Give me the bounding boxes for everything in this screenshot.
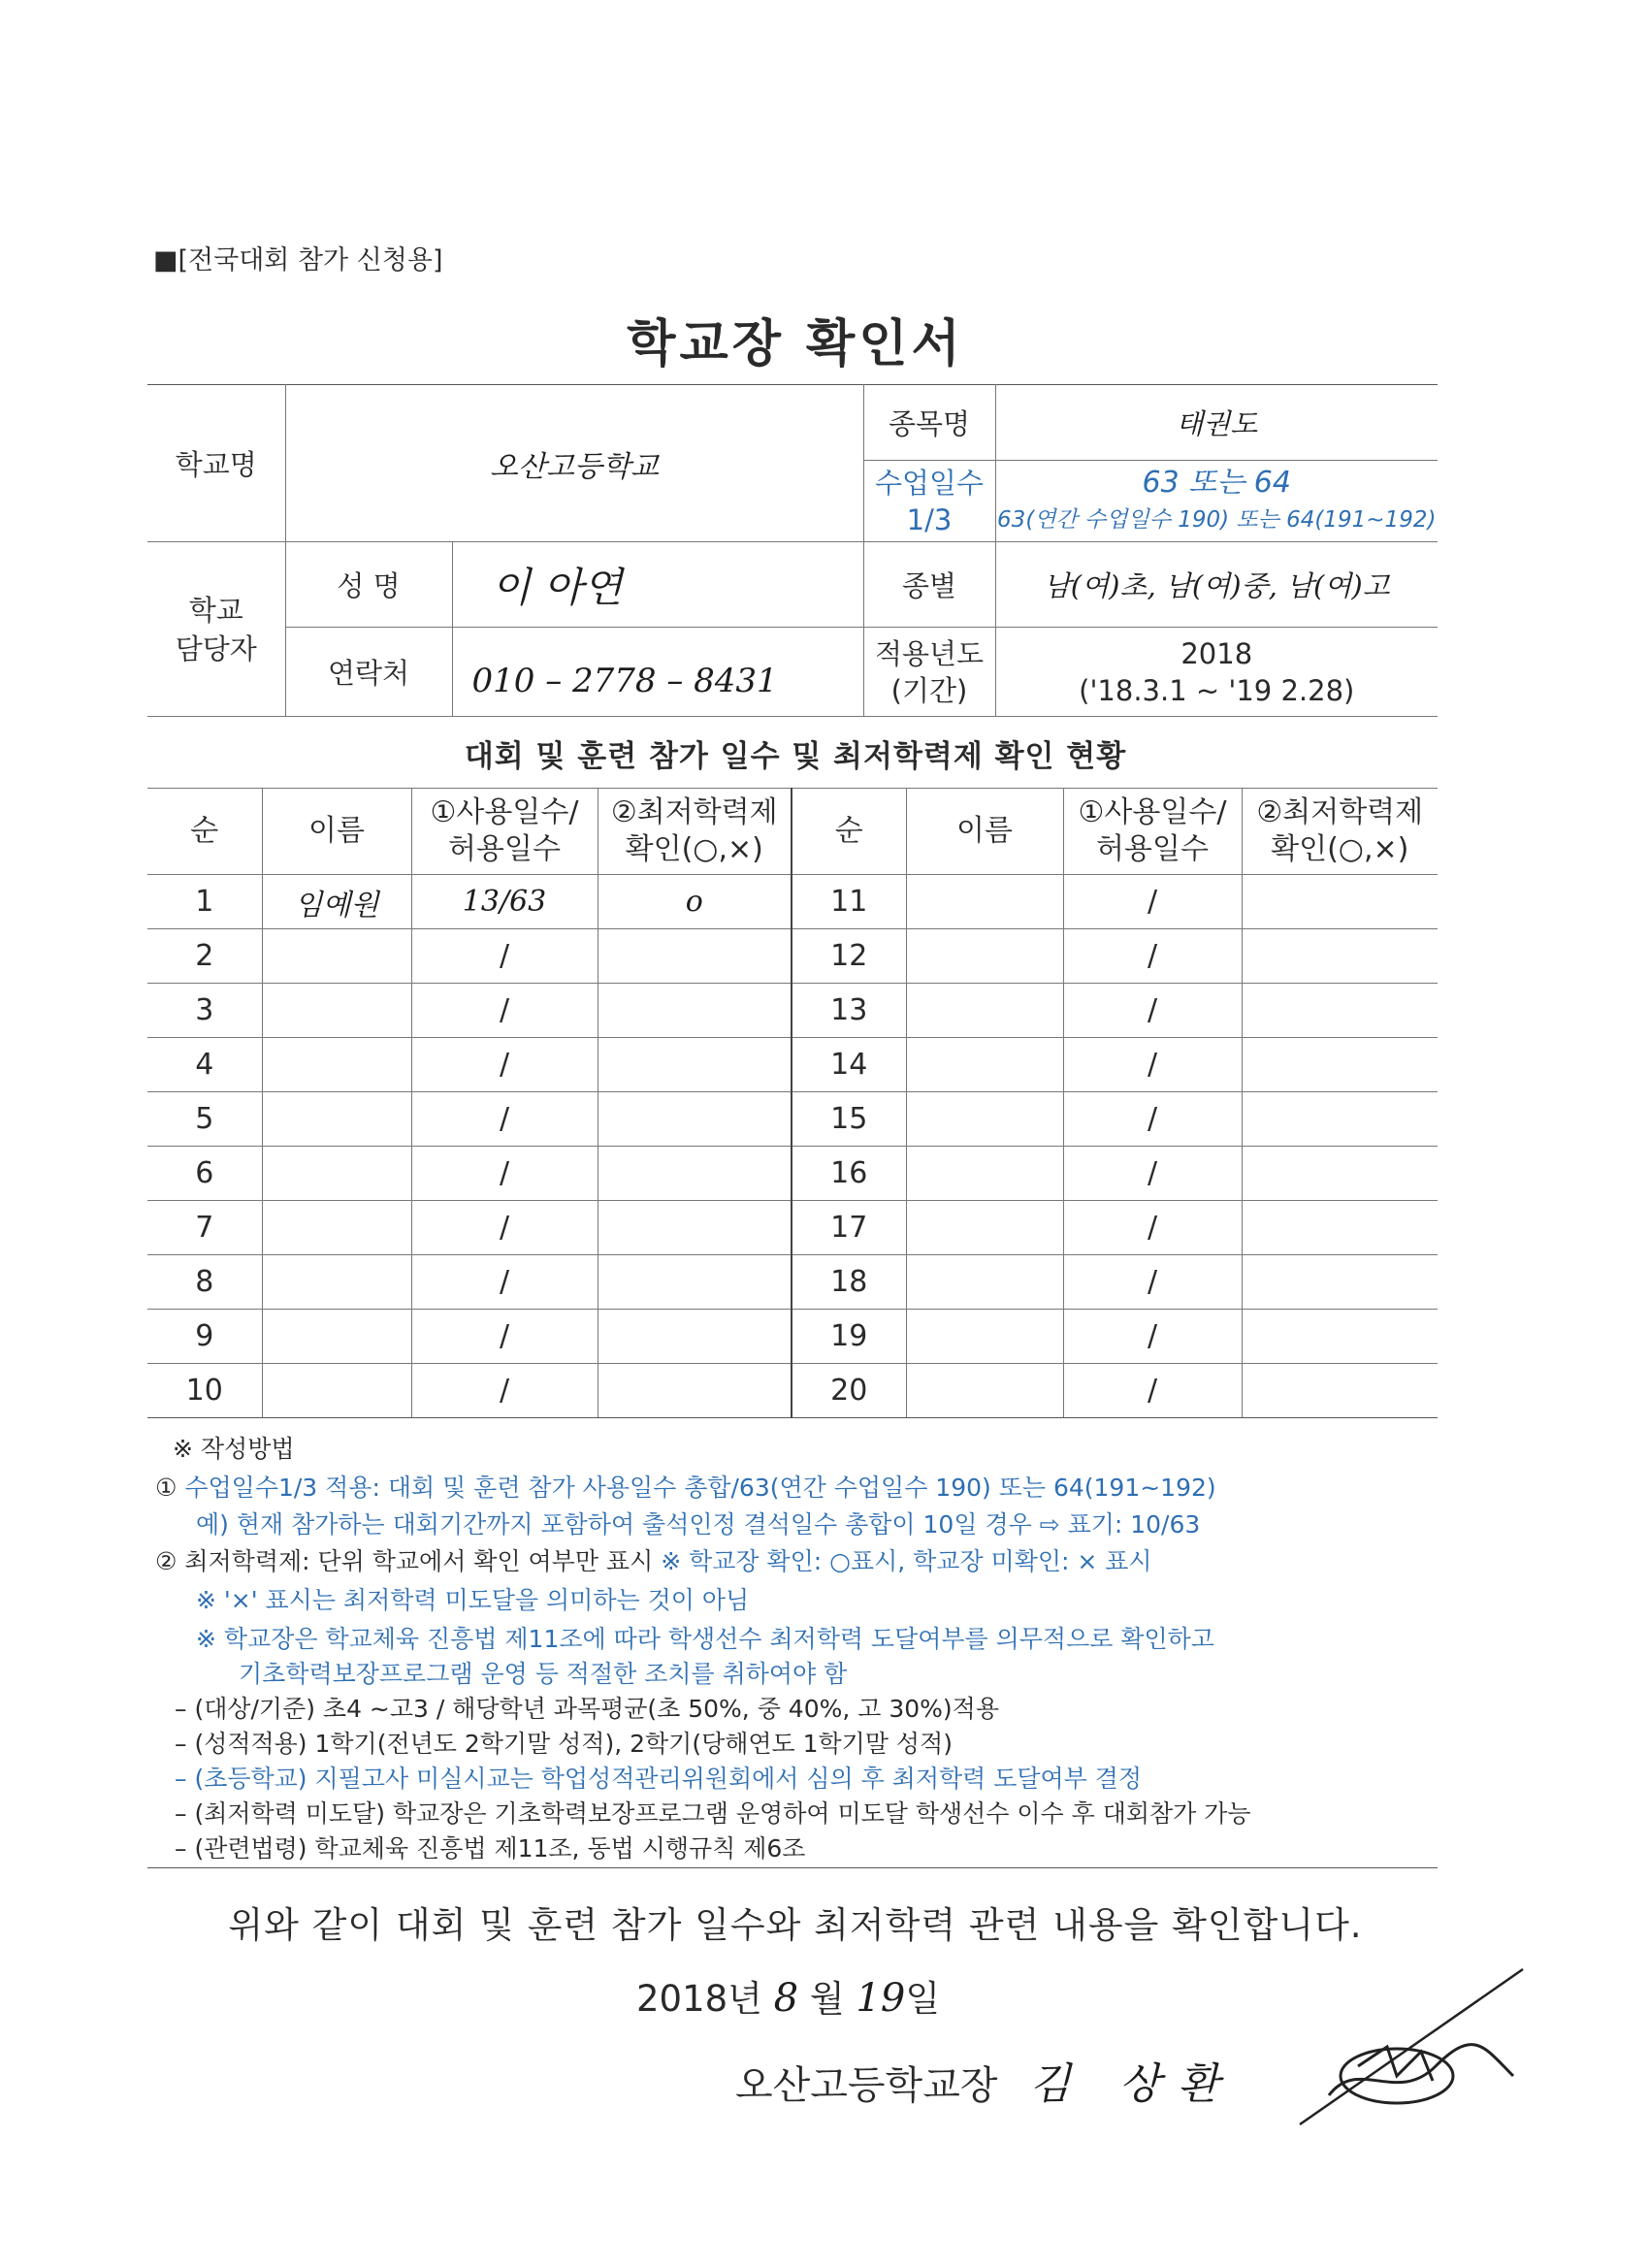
note-1: [155, 1471, 1216, 1506]
row-order-right: 12: [792, 929, 906, 984]
row-check-left: [598, 1310, 792, 1364]
row-check-left: [598, 1147, 792, 1201]
note-4-line2: 기초학력보장프로그램 운영 등 적절한 조치를 취하여야 함: [239, 1660, 848, 1688]
date-month-unit: 월: [809, 1978, 845, 2020]
row-days-right: /: [1063, 1092, 1242, 1147]
row-days-right: /: [1063, 1147, 1242, 1201]
row-order-left: 8: [147, 1255, 262, 1310]
row-order-right: 17: [792, 1201, 906, 1255]
class-days-label: [863, 461, 995, 542]
name-label: 성 명: [285, 542, 452, 628]
row-order-left: 7: [147, 1201, 262, 1255]
school-name-label: 학교명: [147, 385, 285, 542]
row-order-right: 15: [792, 1092, 906, 1147]
table-row: [147, 984, 1438, 1038]
col-check-right: [1242, 789, 1438, 875]
row-name-left: [262, 1201, 411, 1255]
section-title: 대회 및 훈련 참가 일수 및 최저학력제 확인 현황: [464, 739, 1127, 774]
event-value: 태권도: [995, 385, 1438, 461]
row-name-left: [262, 1364, 411, 1418]
row-order-left: 9: [147, 1310, 262, 1364]
row-days-left: /: [411, 1255, 598, 1310]
manager-label: [147, 542, 285, 717]
row-days-left: /: [411, 984, 598, 1038]
col-name-left: 이름: [262, 789, 411, 875]
table-row: [147, 1364, 1438, 1418]
class-days-label-1: 수업일수: [874, 466, 985, 500]
row-name-left: [262, 1310, 411, 1364]
table-row: [147, 1310, 1438, 1364]
manager-label-1: 학교: [188, 593, 243, 627]
col-days-right-1: ①사용일수/: [1078, 795, 1227, 829]
table-row: [147, 1038, 1438, 1092]
row-days-left: /: [411, 1364, 598, 1418]
col-name-right: 이름: [906, 789, 1063, 875]
row-order-right: 11: [792, 875, 906, 929]
row-check-left: [598, 1255, 792, 1310]
col-days-right: [1063, 789, 1242, 875]
contact-value: 010 – 2778 – 8431: [452, 628, 863, 717]
row-days-left: /: [411, 1201, 598, 1255]
note-2-blue: ※ 학교장 확인: ○표시, 학교장 미확인: × 표시: [661, 1547, 1152, 1575]
note-1-line1: 수업일수1/3 적용: 대회 및 훈련 참가 사용일수 총합/63(연간 수업일수 190) 또는 64(191~192): [184, 1474, 1216, 1502]
note-2-text: 최저학력제: 단위 학교에서 확인 여부만 표시: [184, 1547, 654, 1575]
row-name-left: [262, 984, 411, 1038]
detail-1: – (대상/기준) 초4 ~고3 / 해당학년 과목평균(초 50%, 중 40%, 고 30%)적용: [175, 1695, 999, 1723]
row-name-right: [906, 929, 1063, 984]
note-2-num: ②: [155, 1547, 178, 1575]
year-value-1: 2018: [1180, 636, 1253, 670]
row-name-right: [906, 1255, 1063, 1310]
row-days-left: /: [411, 929, 598, 984]
contact-label: 연락처: [285, 628, 452, 717]
principal-title: 오산고등학교장: [735, 2063, 998, 2108]
year-label-1: 적용년도: [874, 636, 985, 670]
year-label: [863, 628, 995, 717]
handwritten-signature-stamp: [1290, 1950, 1533, 2144]
name-value: 이 아연: [452, 542, 863, 628]
row-days-right: /: [1063, 1364, 1242, 1418]
confirm-text: 위와 같이 대회 및 훈련 참가 일수와 최저학력 관련 내용을 확인합니다.: [228, 1904, 1363, 1946]
principal-name: 김 상환: [1029, 2059, 1237, 2109]
row-order-left: 5: [147, 1092, 262, 1147]
row-days-left: /: [411, 1310, 598, 1364]
col-days-left-1: ①사용일수/: [430, 795, 579, 829]
row-order-left: 2: [147, 929, 262, 984]
row-days-left: /: [411, 1147, 598, 1201]
row-check-right: [1242, 1310, 1438, 1364]
row-check-left: [598, 984, 792, 1038]
row-days-right: /: [1063, 1310, 1242, 1364]
year-value: [995, 628, 1438, 717]
row-days-right: /: [1063, 984, 1242, 1038]
row-check-left: o: [598, 875, 792, 929]
event-label: 종목명: [863, 385, 995, 461]
col-check-right-1: ②최저학력제: [1256, 795, 1424, 829]
row-check-right: [1242, 929, 1438, 984]
row-order-left: 6: [147, 1147, 262, 1201]
row-name-left: [262, 1147, 411, 1201]
row-days-right: /: [1063, 1201, 1242, 1255]
col-order-left: 순: [147, 789, 262, 875]
row-name-left: [262, 1038, 411, 1092]
table-row: [147, 929, 1438, 984]
row-check-right: [1242, 1364, 1438, 1418]
row-check-left: [598, 929, 792, 984]
row-check-right: [1242, 1038, 1438, 1092]
table-row: [147, 1255, 1438, 1310]
notes-divider: [147, 1867, 1438, 1868]
row-name-right: [906, 1364, 1063, 1418]
class-days-value-2: 63(연간 수업일수 190) 또는 64(191~192): [997, 506, 1437, 533]
row-name-left: [262, 1255, 411, 1310]
principal-signature-line: [735, 2049, 1237, 2111]
table-row: [147, 1201, 1438, 1255]
date-month: 8: [773, 1976, 799, 2021]
row-days-right: /: [1063, 929, 1242, 984]
table-row: [147, 1092, 1438, 1147]
row-order-left: 4: [147, 1038, 262, 1092]
row-check-right: [1242, 1147, 1438, 1201]
date-day: 19: [856, 1976, 906, 2021]
row-name-left: [262, 1092, 411, 1147]
col-days-left: [411, 789, 598, 875]
page-title: 학교장 확인서: [627, 315, 964, 373]
info-table: [147, 384, 1438, 717]
col-days-left-2: 허용일수: [448, 832, 561, 866]
notes-heading: ※ 작성방법: [173, 1435, 295, 1463]
row-name-right: [906, 1147, 1063, 1201]
school-name-value: 오산고등학교: [285, 385, 863, 542]
detail-4: – (최저학력 미도달) 학교장은 기초학력보장프로그램 운영하여 미도달 학생선수 이수 후 대회참가 가능: [175, 1799, 1251, 1828]
year-value-2: ('18.3.1 ~ '19 2.28): [1079, 673, 1355, 707]
note-2: [155, 1544, 1152, 1579]
row-order-right: 14: [792, 1038, 906, 1092]
row-order-right: 13: [792, 984, 906, 1038]
note-1-num: ①: [155, 1474, 178, 1502]
participation-table: [147, 788, 1438, 1418]
row-check-left: [598, 1038, 792, 1092]
class-days-label-2: 1/3: [906, 502, 953, 536]
table-row: [147, 1147, 1438, 1201]
col-order-right: 순: [792, 789, 906, 875]
note-4-line1: ※ 학교장은 학교체육 진흥법 제11조에 따라 학생선수 최저학력 도달여부를 의무적으로 확인하고: [196, 1625, 1214, 1653]
row-check-right: [1242, 875, 1438, 929]
row-check-right: [1242, 1092, 1438, 1147]
detail-2: – (성적적용) 1학기(전년도 2학기말 성적), 2학기(당해연도 1학기말 성적): [175, 1730, 953, 1758]
row-order-left: 10: [147, 1364, 262, 1418]
row-name-right: [906, 875, 1063, 929]
row-check-left: [598, 1201, 792, 1255]
row-order-right: 18: [792, 1255, 906, 1310]
col-check-left-1: ②최저학력제: [610, 795, 778, 829]
row-days-left: 13/63: [411, 875, 598, 929]
col-check-left-2: 확인(○,×): [625, 832, 763, 866]
category-label: 종별: [863, 542, 995, 628]
note-1-line2: 예) 현재 참가하는 대회기간까지 포함하여 출석인정 결석일수 총합이 10일 경우 ⇨ 표기: 10/63: [196, 1510, 1201, 1539]
row-days-left: /: [411, 1092, 598, 1147]
row-check-right: [1242, 1255, 1438, 1310]
row-name-right: [906, 1201, 1063, 1255]
note-3: ※ '×' 표시는 최저학력 미도달을 의미하는 것이 아님: [196, 1586, 750, 1614]
date-line: [636, 1969, 940, 2022]
col-days-right-2: 허용일수: [1096, 832, 1209, 866]
class-days-value-1: 63 또는 64: [1142, 465, 1291, 500]
row-order-left: 3: [147, 984, 262, 1038]
row-check-left: [598, 1092, 792, 1147]
detail-5: – (관련법령) 학교체육 진흥법 제11조, 동법 시행규칙 제6조: [175, 1834, 806, 1863]
year-label-2: (기간): [890, 673, 968, 707]
detail-3-text: – (초등학교) 지필고사 미실시교는 학업성적관리위원회에서 심의 후 최저학력 도달여부 결정: [175, 1765, 1143, 1793]
form-type-label: ■[전국대회 참가 신청용]: [153, 245, 443, 275]
row-name-left: [262, 929, 411, 984]
date-day-unit: 일: [905, 1978, 941, 2020]
class-days-value: [995, 461, 1438, 542]
row-order-left: 1: [147, 875, 262, 929]
table-row: [147, 875, 1438, 929]
col-check-right-2: 확인(○,×): [1271, 832, 1409, 866]
row-name-right: [906, 1310, 1063, 1364]
row-days-right: /: [1063, 875, 1242, 929]
row-days-right: /: [1063, 1255, 1242, 1310]
manager-label-2: 담당자: [175, 632, 257, 665]
row-check-right: [1242, 984, 1438, 1038]
detail-3: [175, 1762, 1142, 1797]
row-days-right: /: [1063, 1038, 1242, 1092]
row-check-right: [1242, 1201, 1438, 1255]
col-check-left: [598, 789, 792, 875]
date-year: 2018년: [636, 1978, 762, 2020]
row-name-right: [906, 984, 1063, 1038]
row-name-right: [906, 1092, 1063, 1147]
row-order-right: 20: [792, 1364, 906, 1418]
row-name-left: 임예원: [262, 875, 411, 929]
row-name-right: [906, 1038, 1063, 1092]
row-days-left: /: [411, 1038, 598, 1092]
category-value: 남(여)초, 남(여)중, 남(여)고: [995, 542, 1438, 628]
row-check-left: [598, 1364, 792, 1418]
row-order-right: 19: [792, 1310, 906, 1364]
row-order-right: 16: [792, 1147, 906, 1201]
